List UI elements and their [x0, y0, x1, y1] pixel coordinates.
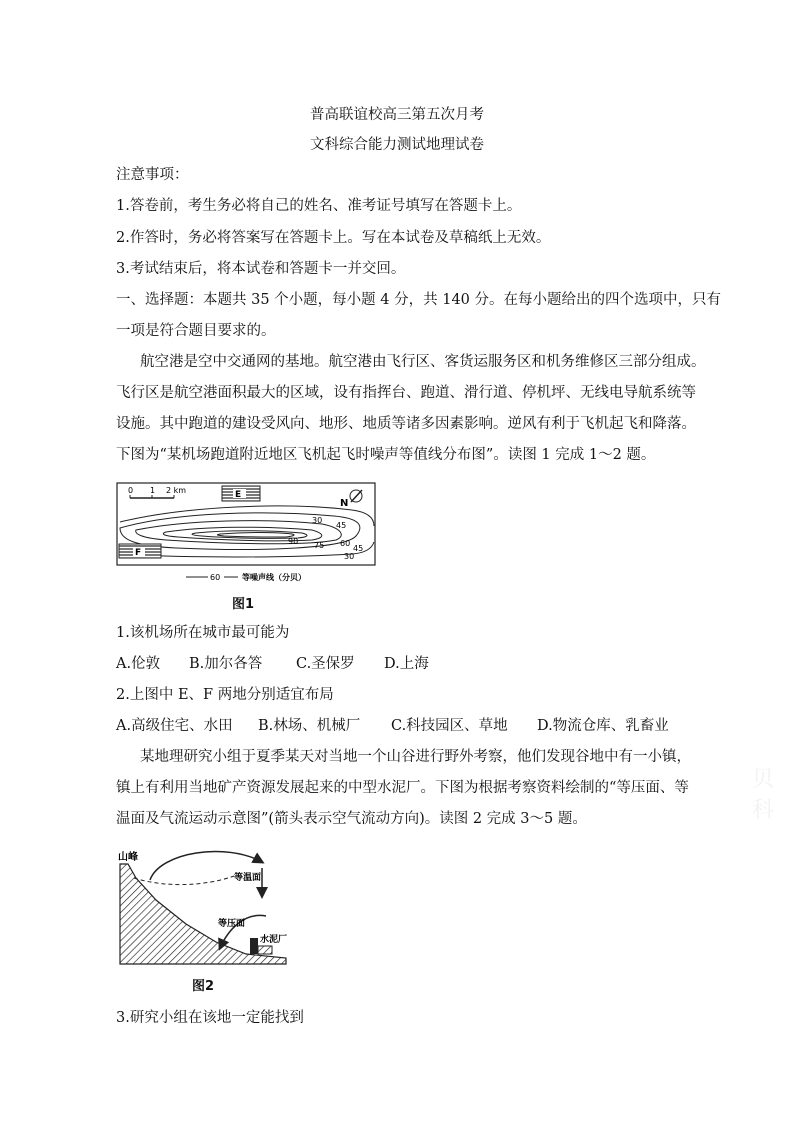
- label-factory: 水泥厂: [260, 935, 288, 945]
- svg-text:等噪声线（分贝）: 等噪声线（分贝）: [242, 573, 306, 582]
- q2-option-a: A.高级住宅、水田: [116, 718, 233, 734]
- q1-option-d: D.上海: [384, 656, 429, 672]
- exam-title: 普高联谊校高三第五次月考: [310, 107, 484, 123]
- isoline-label-45b: 45: [353, 544, 364, 553]
- label-f: F: [135, 548, 142, 558]
- question1-stem: 1.该机场所在城市最可能为: [116, 625, 290, 641]
- figure1-noise-map: [116, 482, 378, 585]
- passage1-line3: 设施。其中跑道的建设受风向、地形、地质等诸多因素影响。逆风有利于飞机起飞和降落。: [116, 416, 696, 432]
- figure2-valley-diagram: [116, 846, 288, 968]
- passage1-line4: 下图为“某机场跑道附近地区飞机起飞时噪声等值线分布图”。读图 1 完成 1～2 题。: [116, 447, 656, 463]
- question3-stem: 3.研究小组在该地一定能找到: [116, 1010, 304, 1026]
- svg-text:N: N: [340, 498, 349, 509]
- label-e: E: [235, 490, 242, 500]
- passage1-line1: 航空港是空中交通网的基地。航空港由飞行区、客货运服务区和机务维修区三部分组成。: [140, 354, 706, 370]
- isoline-label-75: 75: [314, 541, 325, 550]
- isotherm-line: [134, 876, 234, 885]
- isoline-label-90: 90: [288, 537, 299, 546]
- isoline-label-60: 60: [340, 539, 351, 548]
- q1-option-b: B.加尔各答: [189, 656, 263, 672]
- note-item-2: 2.作答时，务必将答案写在答题卡上。写在本试卷及草稿纸上无效。: [116, 230, 551, 246]
- figure2-caption: 图2: [192, 979, 215, 994]
- faint-watermark: 贝科: [752, 767, 775, 823]
- q2-option-c: C.科技园区、草地: [391, 718, 508, 734]
- label-isotherm: 等温面: [234, 873, 262, 883]
- notes-heading: 注意事项：: [116, 167, 189, 183]
- section-instructions-line2: 一项是符合题目要求的。: [116, 323, 276, 339]
- passage1-line2: 飞行区是航空港面积最大的区域，设有指挥台、跑道、滑行道、停机坪、无线电导航系统等: [116, 385, 696, 401]
- svg-text:60: 60: [210, 573, 221, 582]
- q1-option-c: C.圣保罗: [296, 656, 355, 672]
- isoline-label-30a: 30: [312, 516, 323, 525]
- scale-label-0: 0: [128, 486, 134, 495]
- q2-option-b: B.林场、机械厂: [258, 718, 361, 734]
- section-instructions-line1: 一、选择题：本题共 35 个小题，每小题 4 分，共 140 分。在每小题给出的四个选项中，只有: [116, 292, 722, 308]
- q2-option-d: D.物流仓库、乳畜业: [537, 718, 669, 734]
- passage2-line3: 温面及气流运动示意图”(箭头表示空气流动方向)。读图 2 完成 3～5 题。: [116, 811, 587, 827]
- figure1-caption: 图1: [232, 597, 255, 612]
- label-peak: 山峰: [118, 852, 138, 863]
- isoline-label-30b: 30: [344, 552, 355, 561]
- passage2-line1: 某地理研究小组于夏季某天对当地一个山谷进行野外考察，他们发现谷地中有一小镇，: [140, 749, 691, 765]
- exam-subtitle: 文科综合能力测试地理试卷: [310, 137, 484, 153]
- label-isobar: 等压面: [218, 919, 246, 929]
- scale-label-1: 1: [150, 486, 156, 495]
- note-item-3: 3.考试结束后，将本试卷和答题卡一并交回。: [116, 261, 406, 277]
- scale-bar: [128, 486, 186, 498]
- north-arrow-icon: [340, 490, 362, 509]
- question2-stem: 2.上图中 E、F 两地分别适宜布局: [116, 687, 334, 703]
- q1-option-a: A.伦敦: [116, 656, 161, 672]
- passage2-line2: 镇上有利用当地矿产资源发展起来的中型水泥厂。下图为根据考察资料绘制的“等压面、等: [116, 780, 689, 796]
- isoline-label-45a: 45: [336, 521, 347, 530]
- note-item-1: 1.答卷前，考生务必将自己的姓名、准考证号填写在答题卡上。: [116, 198, 522, 214]
- scale-label-2: 2 km: [166, 486, 187, 495]
- figure1-legend: [186, 572, 306, 582]
